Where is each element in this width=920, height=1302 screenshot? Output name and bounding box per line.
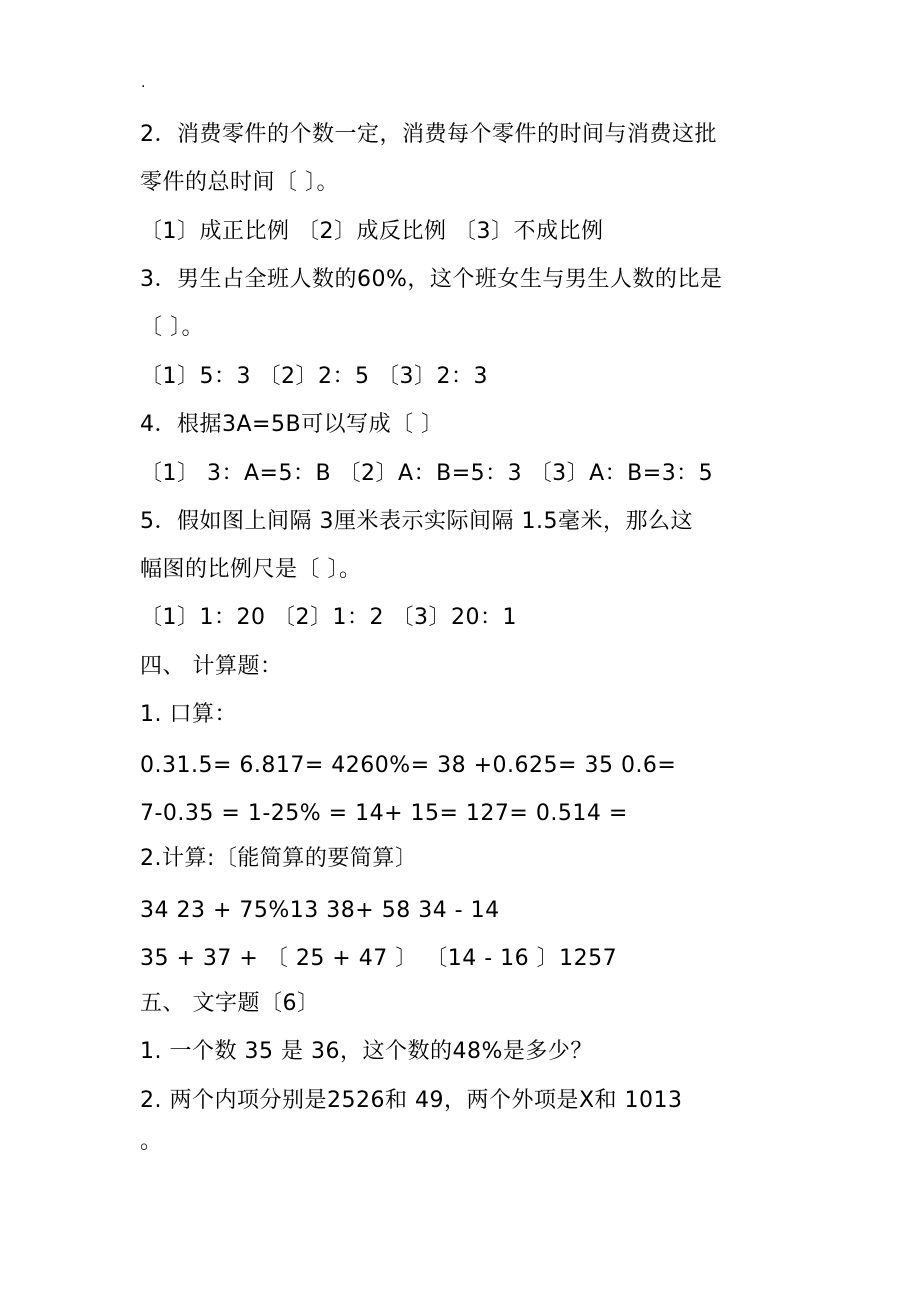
mental-math-row-1: 0.31.5= 6.817= 4260%= 38 +0.625= 35 0.6= xyxy=(140,753,677,778)
question-2-line-2: 零件的总时间〔 〕。 xyxy=(140,170,339,195)
calculation-heading: 2.计算:〔能简算的要简算〕 xyxy=(140,846,418,871)
word-problem-1: 1. 一个数 35 是 36，这个数的48%是多少？ xyxy=(140,1039,593,1064)
calculation-row-2: 35 + 37 + 〔 25 + 47 〕 〔14 - 16 〕1257 xyxy=(140,946,618,971)
question-5-options: 〔1〕1：20 〔2〕1：2 〔3〕20：1 xyxy=(140,605,517,630)
question-3-options: 〔1〕5：3 〔2〕2：5 〔3〕2：3 xyxy=(140,364,488,389)
question-2-options: 〔1〕成正比例 〔2〕成反比例 〔3〕不成比例 xyxy=(140,219,604,244)
question-2-line-1: 2．消费零件的个数一定，消费每个零件的时间与消费这批 xyxy=(140,122,717,147)
section-5-heading: 五、 文字题〔6〕 xyxy=(140,991,320,1016)
question-3-line-2: 〔 〕。 xyxy=(140,315,204,340)
mental-math-row-2: 7-0.35 = 1-25% = 14+ 15= 127= 0.514 = xyxy=(140,801,628,826)
question-3-line-1: 3．男生占全班人数的60%，这个班女生与男生人数的比是 xyxy=(140,267,723,292)
question-5-line-2: 幅图的比例尺是〔 〕。 xyxy=(140,557,362,582)
top-mark: . xyxy=(141,75,146,91)
calculation-row-1: 34 23 + 75%13 38+ 58 34 - 14 xyxy=(140,898,500,923)
mental-math-heading: 1. 口算： xyxy=(140,702,237,727)
question-4-options: 〔1〕 3：A=5：B 〔2〕A：B=5：3 〔3〕A：B=3：5 xyxy=(140,461,714,486)
question-4-line: 4．根据3A=5B可以写成〔 〕 xyxy=(140,412,444,437)
section-4-heading: 四、 计算题： xyxy=(140,654,283,679)
question-5-line-1: 5．假如图上间隔 3厘米表示实际间隔 1.5毫米，那么这 xyxy=(140,509,693,534)
trailing-period: 。 xyxy=(140,1129,163,1154)
word-problem-2: 2. 两个内项分别是2526和 49，两个外项是X和 1013 xyxy=(140,1088,683,1113)
